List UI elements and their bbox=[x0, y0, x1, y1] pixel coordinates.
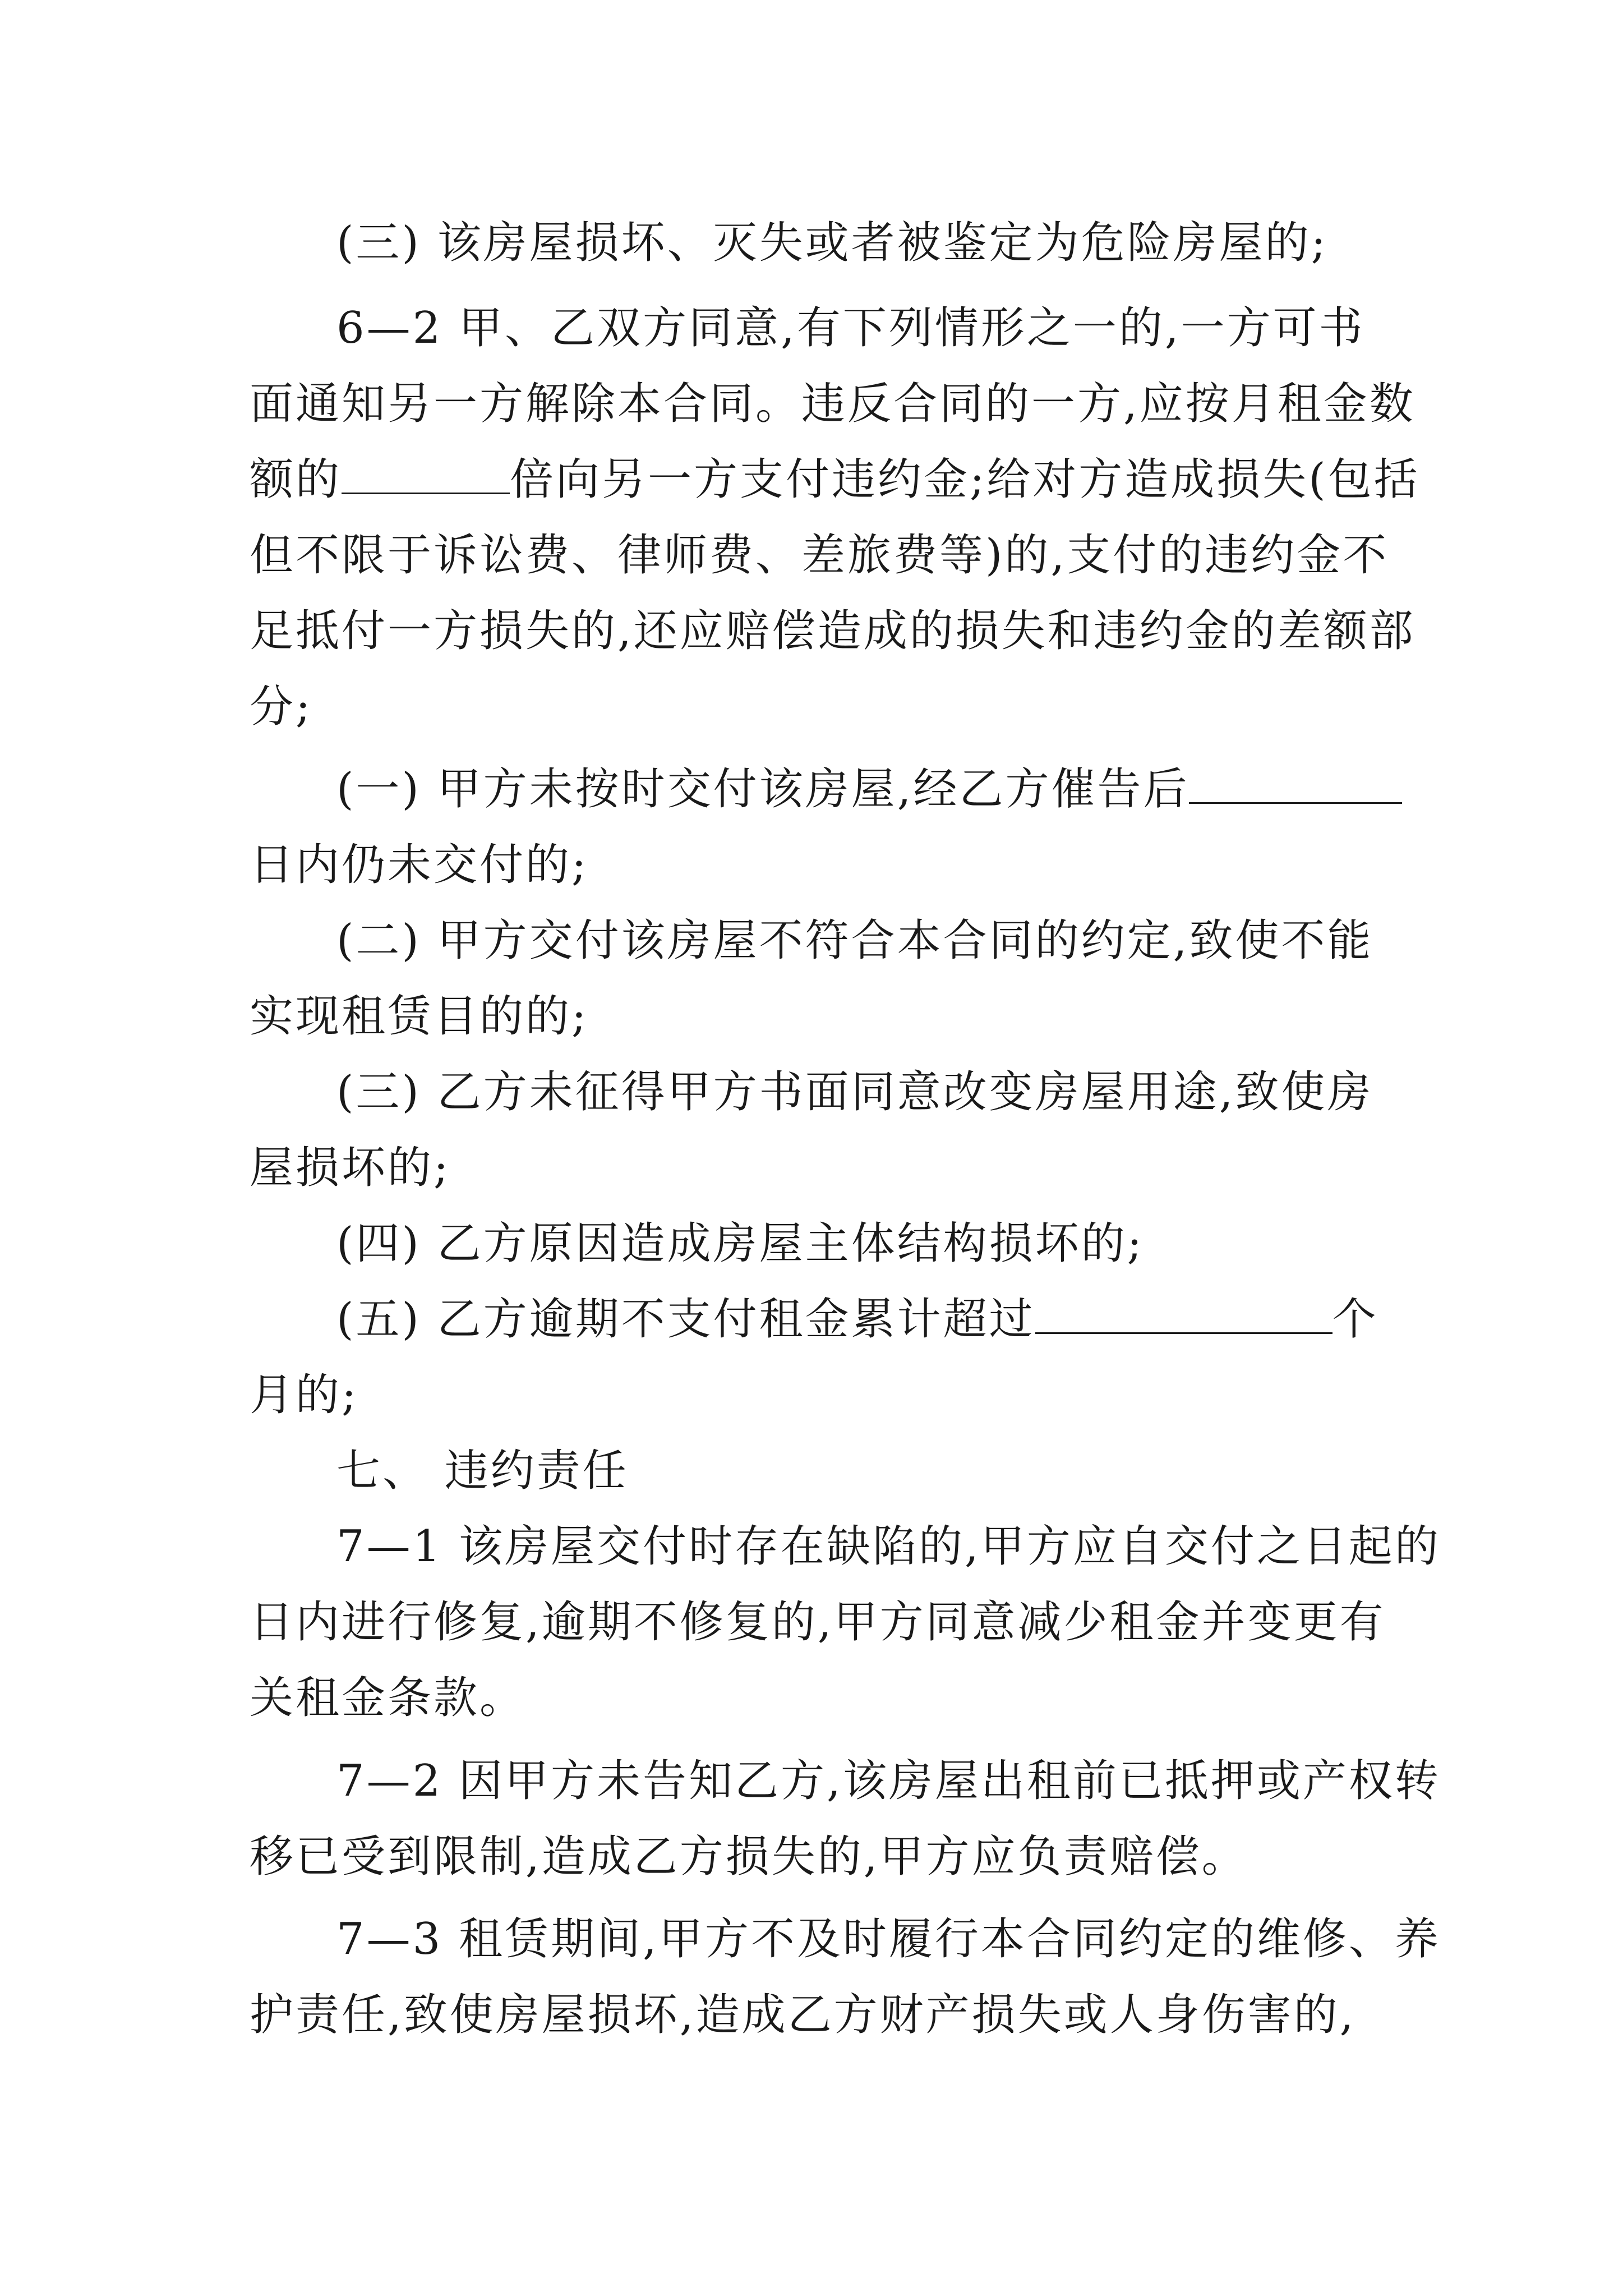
text-line: 7—1 该房屋交付时存在缺陷的,甲方应自交付之日起的 bbox=[336, 1521, 1441, 1572]
item-1-line-2 bbox=[250, 840, 1394, 890]
clause-6-2-line-4 bbox=[250, 530, 1394, 581]
text-line: 移已受到限制,造成乙方损失的,甲方应负责赔偿。 bbox=[250, 1832, 1248, 1882]
section-7-heading bbox=[336, 1446, 1481, 1496]
item-4-line bbox=[336, 1218, 1481, 1269]
text-line: 屋损坏的; bbox=[250, 1143, 451, 1193]
item-2-line-2 bbox=[250, 991, 1394, 1042]
clause-6-2-line-5 bbox=[250, 606, 1415, 656]
fill-in-blank bbox=[1189, 769, 1402, 804]
item-3-line-2 bbox=[250, 1143, 1394, 1193]
text-line: (三) 乙方未征得甲方书面同意改变房屋用途,致使房 bbox=[336, 1067, 1373, 1117]
text-line: (四) 乙方原因造成房屋主体结构损坏的; bbox=[336, 1218, 1144, 1269]
text-line: (二) 甲方交付该房屋不符合本合同的约定,致使不能 bbox=[336, 915, 1373, 966]
text-line: 7—3 租赁期间,甲方不及时履行本合同约定的维修、养 bbox=[336, 1914, 1441, 1964]
text-line: 面通知另一方解除本合同。违反合同的一方,应按月租金数 bbox=[250, 379, 1415, 429]
clause-7-2-line-1 bbox=[336, 1756, 1481, 1806]
clause-5-3-line bbox=[336, 218, 1481, 268]
text-line: 倍向另一方支付违约金;给对方造成损失(包括 bbox=[510, 454, 1420, 505]
text-line: 7—2 因甲方未告知乙方,该房屋出租前已抵押或产权转 bbox=[336, 1756, 1441, 1806]
text-line: 实现租赁目的的; bbox=[250, 991, 589, 1042]
clause-7-1-line-3 bbox=[250, 1673, 1394, 1723]
text-line: 护责任,致使房屋损坏,造成乙方财产损失或人身伤害的, bbox=[250, 1990, 1356, 2040]
clause-6-2-line-3 bbox=[250, 454, 1420, 505]
text-line: 但不限于诉讼费、律师费、差旅费等)的,支付的违约金不 bbox=[250, 530, 1389, 581]
text-line: 分; bbox=[250, 682, 313, 732]
item-2-line-1 bbox=[336, 915, 1481, 966]
clause-7-2-line-2 bbox=[250, 1832, 1394, 1882]
item-3-line-1 bbox=[336, 1067, 1481, 1117]
text-line: 日内进行修复,逾期不修复的,甲方同意减少租金并变更有 bbox=[250, 1597, 1386, 1648]
text-line: 足抵付一方损失的,还应赔偿造成的损失和违约金的差额部 bbox=[250, 606, 1415, 656]
text-line: 个 bbox=[1332, 1294, 1378, 1345]
text-line: 关租金条款。 bbox=[250, 1673, 526, 1723]
text-line: 七、 违约责任 bbox=[336, 1446, 629, 1496]
text-line: 6—2 甲、乙双方同意,有下列情形之一的,一方可书 bbox=[336, 303, 1365, 353]
text-line: (三) 该房屋损坏、灭失或者被鉴定为危险房屋的; bbox=[336, 218, 1328, 268]
clause-7-1-line-2 bbox=[250, 1597, 1394, 1648]
item-5-line-2 bbox=[250, 1370, 1394, 1420]
clause-6-2-line-2 bbox=[250, 379, 1415, 429]
clause-7-1-line-1 bbox=[336, 1521, 1481, 1572]
clause-6-2-line-6 bbox=[250, 682, 1394, 732]
clause-7-3-line-2 bbox=[250, 1990, 1394, 2040]
clause-6-2-line-1 bbox=[336, 303, 1481, 353]
text-line: 日内仍未交付的; bbox=[250, 840, 589, 890]
item-1-line-1 bbox=[336, 764, 1481, 815]
text-line: 额的 bbox=[250, 454, 342, 505]
text-line: 月的; bbox=[250, 1370, 359, 1420]
clause-7-3-line-1 bbox=[336, 1914, 1481, 1964]
fill-in-blank bbox=[1035, 1299, 1332, 1334]
text-line: (五) 乙方逾期不支付租金累计超过 bbox=[336, 1294, 1035, 1345]
text-line: (一) 甲方未按时交付该房屋,经乙方催告后 bbox=[336, 764, 1189, 815]
item-5-line-1 bbox=[336, 1294, 1481, 1345]
fill-in-blank bbox=[342, 459, 510, 494]
